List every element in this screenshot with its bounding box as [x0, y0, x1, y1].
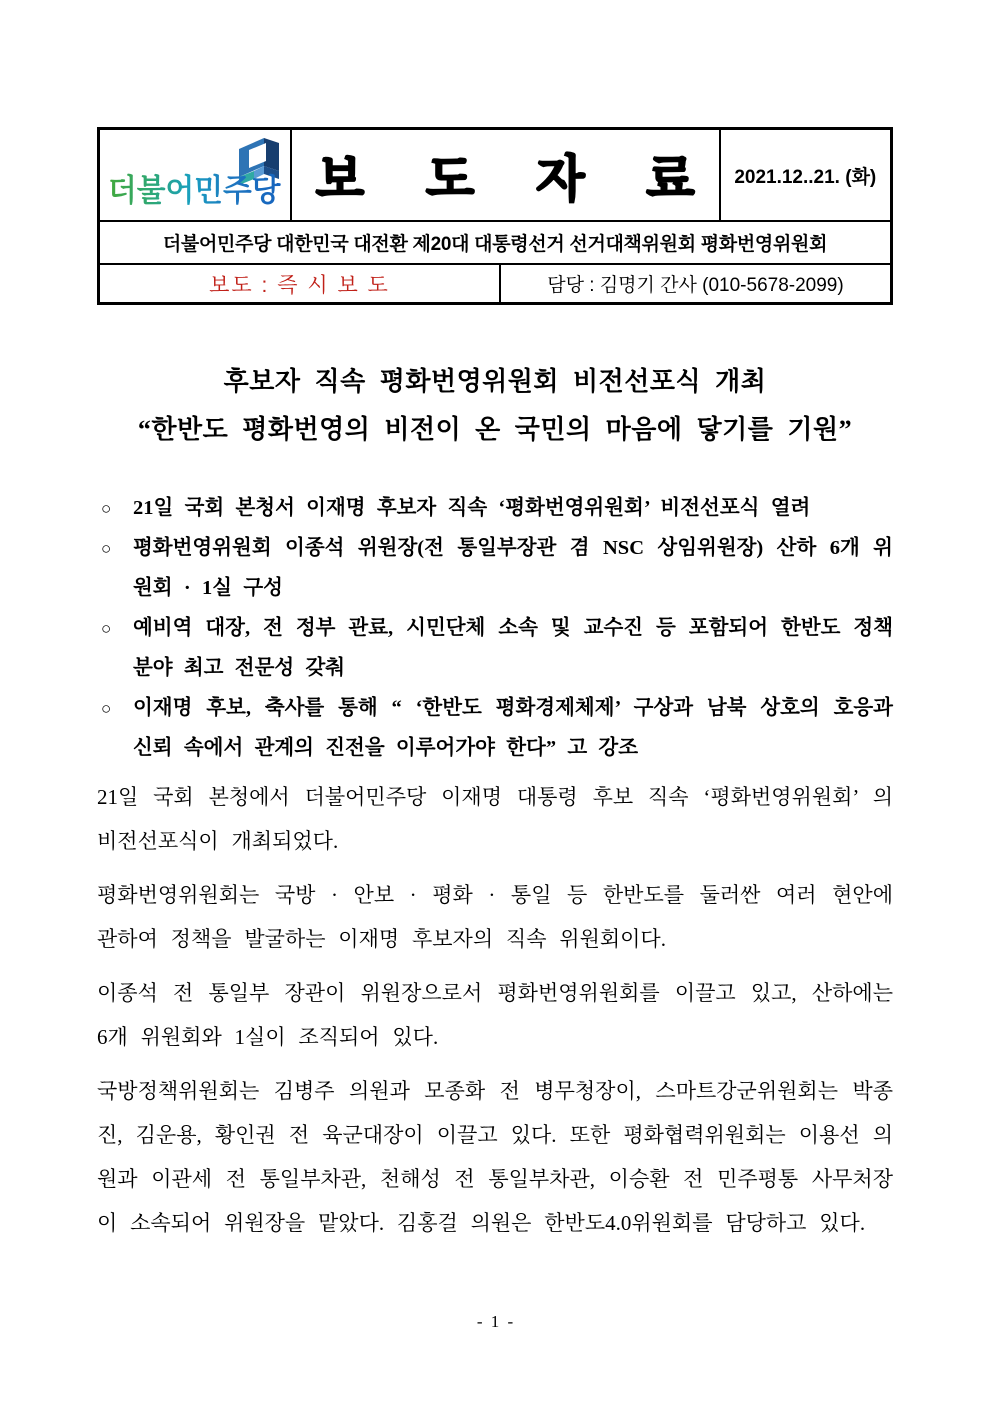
body-paragraph: 국방정책위원회는 김병주 의원과 모종화 전 병무청장이, 스마트강군위원회는 박종진, 김운용, 황인권 전 육군대장이 이끌고 있다. 또한 평화협력위원회는 이용선 의원과 이관세 전 통일부차관, 천해성 전 통일부차관, 이승환 전 민주평통 사무처장이 소속되어 위원장을 맡았다. 김홍걸 의원은 한반도4.0위원회를 담당하고 있다. — [97, 1079, 893, 1235]
headline-line-1: 후보자 직속 평화번영위원회 비전선포식 개최 — [223, 367, 767, 396]
body-paragraph: 이종석 전 통일부 장관이 위원장으로서 평화번영위원회를 이끌고 있고, 산하에는 6개 위원회와 1실이 조직되어 있다. — [97, 981, 893, 1049]
bullet-text: 이재명 후보, 축사를 통해 “ ‘한반도 평화경제체제’ 구상과 남북 상호의 호응과 신뢰 속에서 관계의 진전을 이루어가야 한다” 고 강조 — [133, 697, 893, 759]
circle-bullet-icon: ○ — [101, 499, 112, 518]
release-date: 2021.12..21. (화) — [734, 166, 877, 188]
article-body — [97, 775, 893, 1255]
masthead-row-bottom — [100, 265, 890, 302]
committee-line: 더불어민주당 대한민국 대전환 제20대 대통령선거 선거대책위원회 평화번영위원회 — [162, 234, 828, 255]
party-logo-cell — [100, 130, 292, 220]
headline-block — [97, 366, 893, 446]
press-release-title: 보 도 자 료 — [315, 151, 719, 207]
circle-bullet-icon: ○ — [101, 699, 112, 718]
bullet-text: 예비역 대장, 전 정부 관료, 시민단체 소속 및 교수진 등 포함되어 한반도 정책 분야 최고 전문성 갖춰 — [133, 617, 893, 679]
date-cell — [721, 130, 890, 220]
bullet-text: 21일 국회 본청서 이재명 후보자 직속 ‘평화번영위원회’ 비전선포식 열려 — [133, 497, 811, 519]
page-number: - 1 - — [476, 1312, 516, 1331]
summary-bullet-item — [100, 488, 893, 528]
release-type-cell — [100, 265, 501, 302]
contact-cell — [501, 265, 890, 302]
masthead-table — [97, 127, 893, 305]
summary-bullet-item — [100, 688, 893, 768]
summary-bullet-list — [100, 488, 893, 768]
release-type-label: 보도 : 즉 시 보 도 — [209, 273, 390, 297]
committee-line-row — [100, 222, 890, 265]
circle-bullet-icon: ○ — [101, 619, 112, 638]
body-paragraph: 21일 국회 본청에서 더불어민주당 이재명 대통령 후보 직속 ‘평화번영위원회’ 의 비전선포식이 개최되었다. — [97, 785, 893, 853]
summary-bullet-item — [100, 528, 893, 608]
party-logo-text: 더불어민주당 — [108, 165, 281, 210]
bullet-text: 평화번영위원회 이종석 위원장(전 통일부장관 겸 NSC 상임위원장) 산하 6개 위원회 · 1실 구성 — [133, 537, 893, 599]
body-paragraph: 평화번영위원회는 국방 · 안보 · 평화 · 통일 등 한반도를 둘러싼 여러 현안에 관하여 정책을 발굴하는 이재명 후보자의 직속 위원회이다. — [97, 883, 893, 951]
press-release-title-cell — [292, 130, 721, 220]
contact-label: 담당 : 김명기 간사 (010-5678-2099) — [547, 275, 844, 296]
circle-bullet-icon: ○ — [101, 539, 112, 558]
headline-line-2: “한반도 평화번영의 비전이 온 국민의 마음에 닿기를 기원” — [137, 415, 853, 444]
masthead-row-top — [100, 130, 890, 222]
summary-bullet-item — [100, 608, 893, 688]
